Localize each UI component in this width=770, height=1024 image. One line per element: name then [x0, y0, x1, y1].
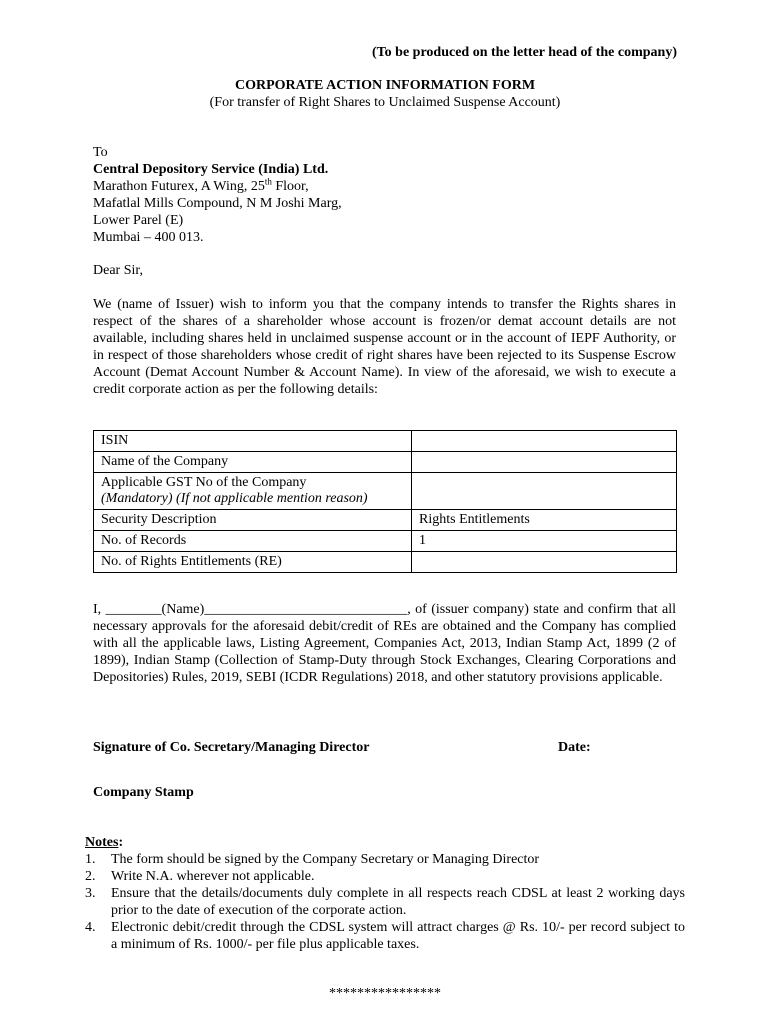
details-table: [93, 430, 677, 573]
salutation: Dear Sir,: [93, 263, 143, 278]
letterhead-note: (To be produced on the letter head of the company): [371, 45, 677, 60]
note-text: Write N.A. wherever not applicable.: [111, 869, 315, 884]
table-row: [94, 531, 677, 552]
address-line1: [93, 178, 342, 195]
company-stamp-label: Company Stamp: [93, 785, 194, 800]
address-line2: Mafatlal Mills Compound, N M Joshi Marg,: [93, 196, 342, 211]
end-marker: ****************: [329, 986, 441, 1001]
row-label: No. of Records: [94, 531, 412, 552]
address-line1-suffix: Floor,: [271, 179, 309, 194]
declaration-paragraph: I, ________(Name)_____________________________, of (issuer company) state and confirm that all necessary approvals for the aforesaid debit/credit of REs are obtained and the Company has complied with all the applicable laws, Listing Agreement, Companies Act, 2013, Indian Stamp Act, 1899 (2 of 1899), Indian Stamp (Collection of Stamp-Duty through Stock Exchanges, Clearing Corporations and Depositories) Rules, 2019, SEBI (ICDR Regulations) 2018, and other statutory provisions applicable.: [93, 602, 676, 685]
notes-list: [85, 851, 685, 953]
note-text: Electronic debit/credit through the CDSL system will attract charges @ Rs. 10/- per record subject to a minimum of Rs. 1000/- per file plus applicable taxes.: [111, 920, 685, 952]
note-number: 3.: [85, 886, 96, 901]
row-value[interactable]: 1: [412, 531, 677, 552]
list-item: [85, 885, 685, 919]
note-text: Ensure that the details/documents duly complete in all respects reach CDSL at least 2 working days prior to the date of execution of the corporate action.: [111, 886, 685, 918]
gst-label-note: (Mandatory) (If not applicable mention reason): [101, 491, 368, 506]
notes-heading: [85, 834, 123, 851]
address-name: Central Depository Service (India) Ltd.: [93, 162, 329, 177]
signature-label: Signature of Co. Secretary/Managing Director: [93, 740, 370, 755]
row-value[interactable]: [412, 473, 677, 510]
address-to: To: [93, 145, 108, 160]
table-row: [94, 452, 677, 473]
notes-heading-text: Notes: [85, 835, 119, 850]
form-subtitle: (For transfer of Right Shares to Unclaimed Suspense Account): [209, 95, 561, 110]
row-value[interactable]: [412, 452, 677, 473]
row-value[interactable]: [412, 431, 677, 452]
date-label: Date:: [558, 740, 591, 755]
row-value[interactable]: Rights Entitlements: [412, 510, 677, 531]
form-title: CORPORATE ACTION INFORMATION FORM: [234, 78, 536, 93]
intro-paragraph: We (name of Issuer) wish to inform you that the company intends to transfer the Rights shares in respect of the shares of a shareholder whose account is frozen/or demat account details are not available, including shares held in unclaimed suspense account or in the account of IEPF Authority, or in respect of those shareholders whose credit of right shares have been rejected to its Suspense Escrow Account (Demat Account Number & Account Name). In view of the aforesaid, we wish to execute a credit corporate action as per the following details:: [93, 297, 676, 397]
recipient-address: [93, 144, 342, 246]
note-number: 2.: [85, 869, 96, 884]
note-number: 4.: [85, 920, 96, 935]
address-line3: Lower Parel (E): [93, 213, 184, 228]
row-label: No. of Rights Entitlements (RE): [94, 552, 412, 573]
gst-label: Applicable GST No of the Company: [101, 475, 307, 490]
row-label-gst: [94, 473, 412, 510]
list-item: [85, 868, 685, 885]
list-item: [85, 919, 685, 953]
table-row: [94, 473, 677, 510]
notes-heading-colon: :: [118, 835, 124, 850]
note-number: 1.: [85, 852, 96, 867]
list-item: [85, 851, 685, 868]
table-row: [94, 552, 677, 573]
address-line1-sup: th: [264, 176, 272, 187]
address-line1-text: Marathon Futurex, A Wing, 25: [93, 179, 265, 194]
table-row: [94, 510, 677, 531]
row-label: Security Description: [94, 510, 412, 531]
address-line4: Mumbai – 400 013.: [93, 230, 204, 245]
row-label: ISIN: [94, 431, 412, 452]
table-row: [94, 431, 677, 452]
row-label: Name of the Company: [94, 452, 412, 473]
row-value[interactable]: [412, 552, 677, 573]
note-text: The form should be signed by the Company Secretary or Managing Director: [111, 852, 540, 867]
